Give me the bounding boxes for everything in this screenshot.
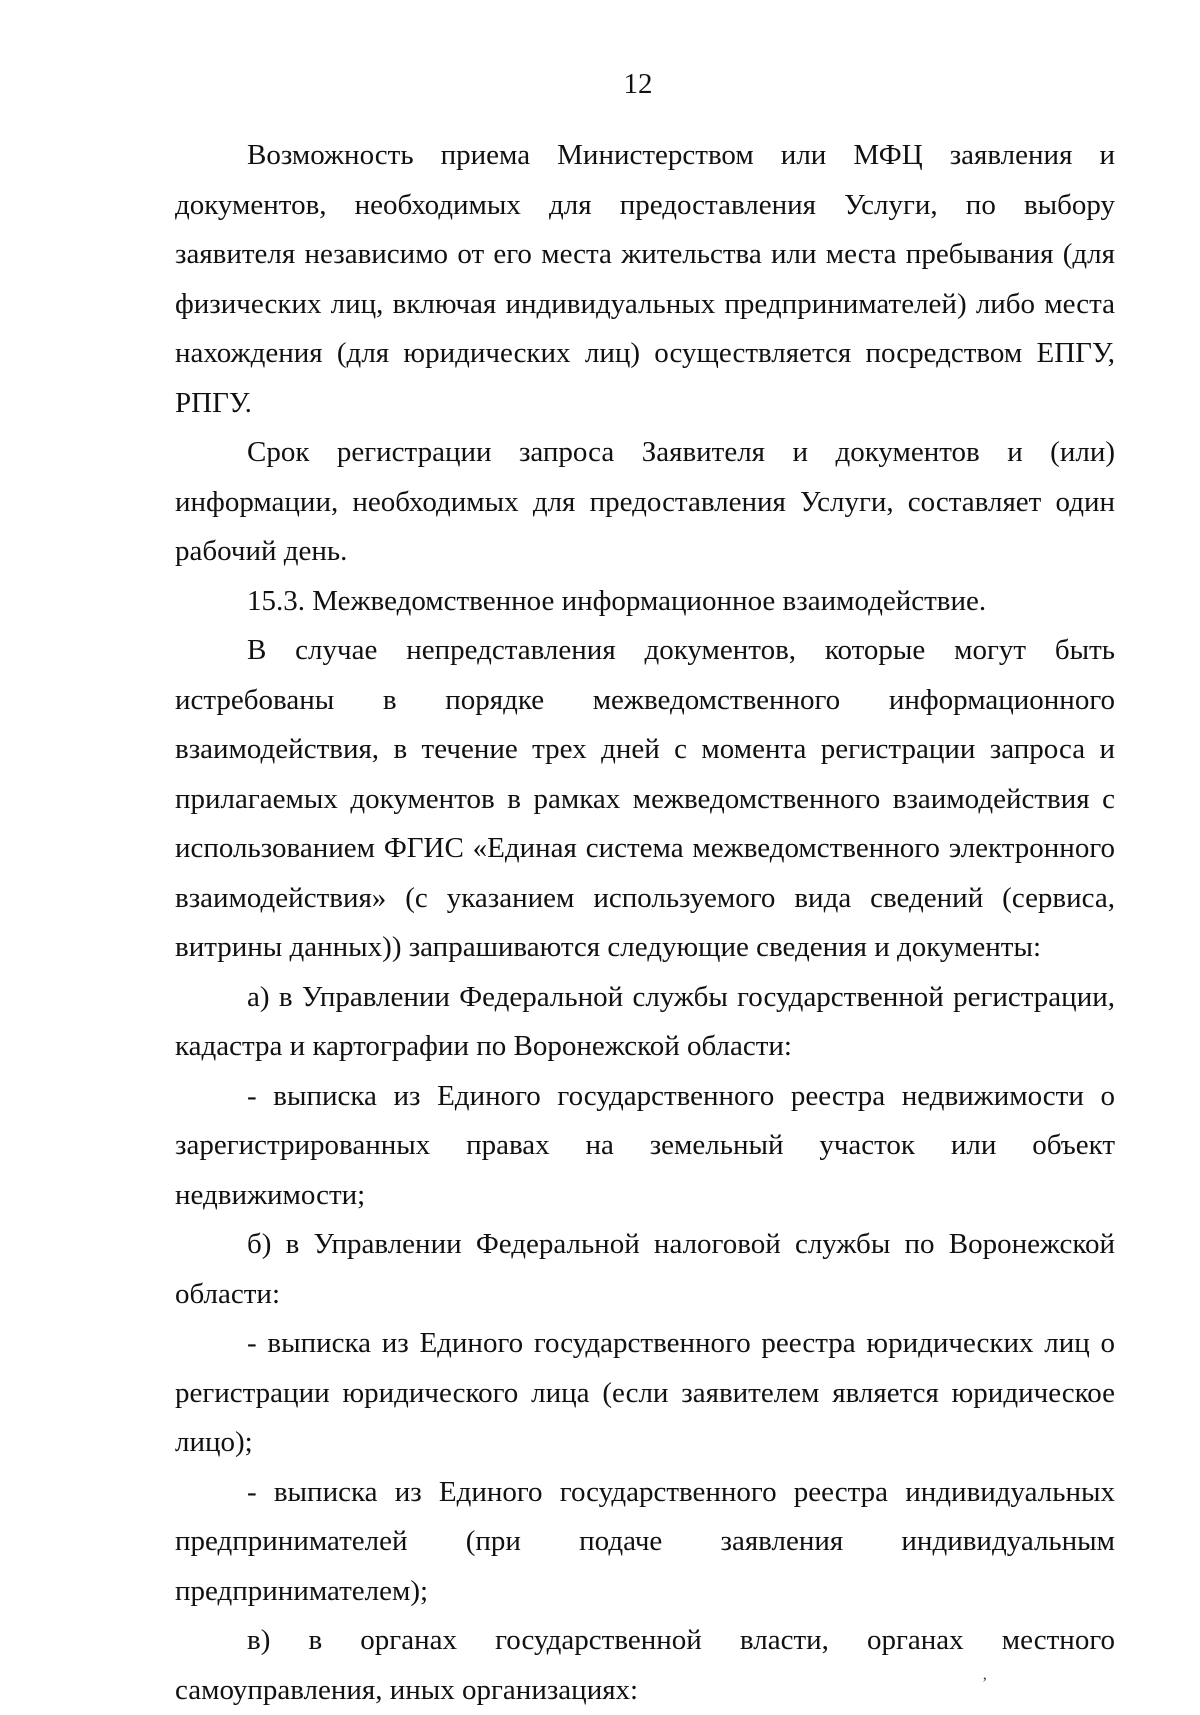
- paragraph-section-heading: 15.3. Межведомственное информационное взаимодействие.: [247, 584, 987, 617]
- list-item-b-subitem-1: - выписка из Единого государственного реестра юридических лиц о регистрации юридического лица (если заявителем является юридическое лицо);: [175, 1327, 1115, 1458]
- footer-mark: ’: [982, 1675, 988, 1692]
- page-number: 12: [623, 68, 653, 100]
- paragraph-registration-term: Срок регистрации запроса Заявителя и документов и (или) информации, необходимых для предоставления Услуги, составляет один рабочий день.: [175, 436, 1115, 567]
- paragraph-interagency-request: В случае непредставления документов, которые могут быть истребованы в порядке межведомственного информационного взаимодействия, в течение трех дней с момента регистрации запроса и прилагаемых документов в рамках межведомственного взаимодействия с использованием ФГИС «Единая система межведомственного электронного взаимодействия» (с указанием используемого вида сведений (сервиса, витрины данных)) запрашиваются следующие сведения и документы:: [175, 634, 1115, 963]
- document-body: [175, 131, 1115, 1715]
- list-item-c: в) в органах государственной власти, органах местного самоуправления, иных организациях:: [175, 1624, 1115, 1706]
- list-item-b-subitem-2: - выписка из Единого государственного реестра индивидуальных предпринимателей (при подаче заявления индивидуальным предпринимателем);: [175, 1475, 1115, 1607]
- paragraph-application-acceptance: Возможность приема Министерством или МФЦ заявления и документов, необходимых для предоставления Услуги, по выбору заявителя независимо от его места жительства или места пребывания (для физических лиц, включая индивидуальных предпринимателей) либо места нахождения (для юридических лиц) осуществляется посредством ЕПГУ, РПГУ.: [175, 139, 1115, 419]
- list-item-b: б) в Управлении Федеральной налоговой службы по Воронежской области:: [175, 1228, 1115, 1310]
- list-item-a-subitem: - выписка из Единого государственного реестра недвижимости о зарегистрированных правах на земельный участок или объект недвижимости;: [175, 1079, 1115, 1211]
- list-item-a: а) в Управлении Федеральной службы государственной регистрации, кадастра и картографии по Воронежской области:: [175, 980, 1115, 1062]
